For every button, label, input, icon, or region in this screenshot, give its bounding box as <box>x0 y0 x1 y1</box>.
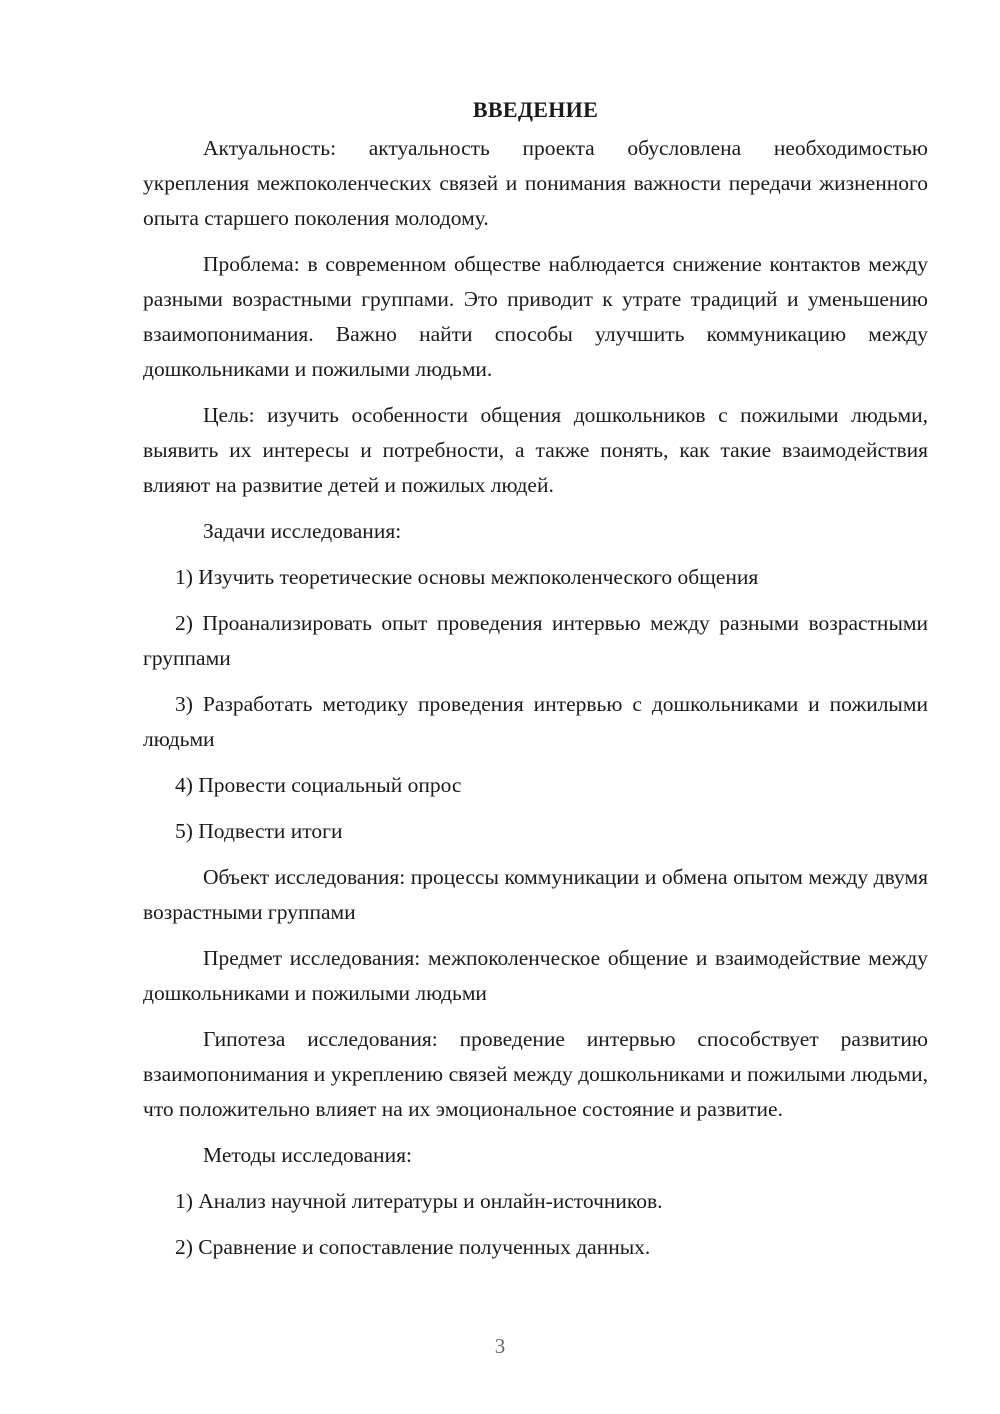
subject-paragraph: Предмет исследования: межпоколенческое общение и взаимодействие между дошкольниками и пожилыми людьми <box>143 946 928 1005</box>
hypothesis-paragraph: Гипотеза исследования: проведение интервью способствует развитию взаимопонимания и укреплению связей между дошкольниками и пожилыми людьми, что положительно влияет на их эмоциональное состояние и развитие. <box>143 1027 928 1121</box>
task-item: 4) Провести социальный опрос <box>175 773 462 797</box>
method-item: 1) Анализ научной литературы и онлайн-источников. <box>175 1189 663 1213</box>
problem-paragraph: Проблема: в современном обществе наблюдается снижение контактов между разными возрастными группами. Это приводит к утрате традиций и уменьшению взаимопонимания. Важно найти способы улучшить коммуникацию между дошкольниками и пожилыми людьми. <box>143 252 928 381</box>
task-item: 5) Подвести итоги <box>175 819 343 843</box>
tasks-title: Задачи исследования: <box>203 519 402 543</box>
object-paragraph: Объект исследования: процессы коммуникации и обмена опытом между двумя возрастными группами <box>143 865 928 924</box>
goal-paragraph: Цель: изучить особенности общения дошкольников с пожилыми людьми, выявить их интересы и потребности, а также понять, как такие взаимодействия влияют на развитие детей и пожилых людей. <box>143 403 928 497</box>
methods-title: Методы исследования: <box>203 1143 412 1167</box>
task-item: 3) Разработать методику проведения интервью с дошкольниками и пожилыми людьми <box>143 692 928 751</box>
method-item: 2) Сравнение и сопоставление полученных данных. <box>175 1235 651 1259</box>
page-number: 3 <box>494 1334 506 1358</box>
document-page <box>143 92 928 1276</box>
actuality-paragraph: Актуальность: актуальность проекта обусловлена необходимостью укрепления межпоколенческих связей и понимания важности передачи жизненного опыта старшего поколения молодому. <box>143 136 928 230</box>
task-item: 1) Изучить теоретические основы межпоколенческого общения <box>175 565 759 589</box>
section-heading: ВВЕДЕНИЕ <box>472 97 599 122</box>
task-item: 2) Проанализировать опыт проведения интервью между разными возрастными группами <box>143 611 928 670</box>
